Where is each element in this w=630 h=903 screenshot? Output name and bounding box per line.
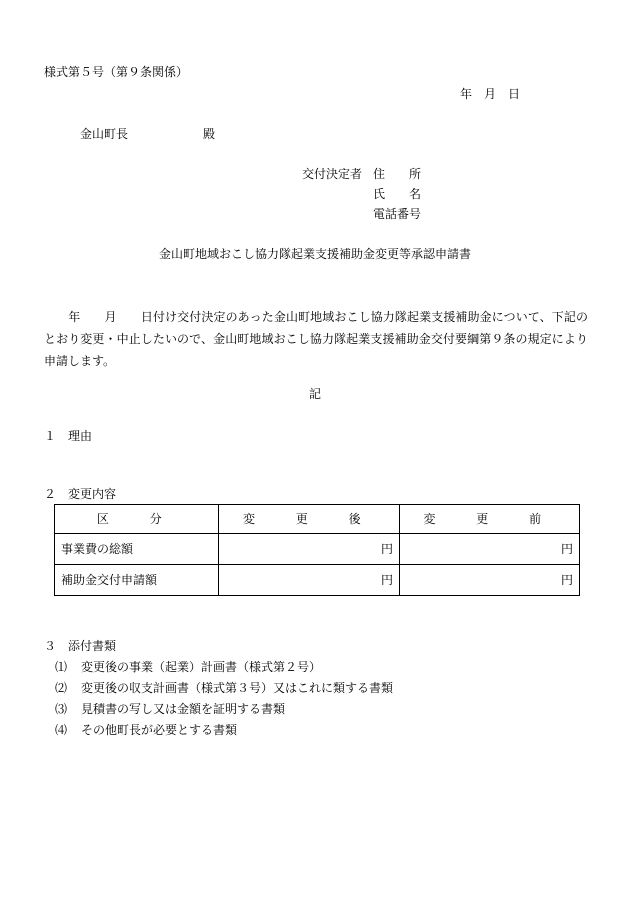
changes-table bbox=[54, 504, 580, 596]
row-before-value: 円 bbox=[400, 565, 580, 596]
header-after: 変 更 後 bbox=[219, 505, 400, 534]
phone-label: 電話番号 bbox=[373, 207, 422, 221]
item-number: ⑶ bbox=[55, 702, 68, 716]
row-before-value: 円 bbox=[400, 534, 580, 565]
name-label: 氏 名 bbox=[373, 187, 422, 201]
list-item bbox=[55, 723, 393, 744]
header-before: 変 更 前 bbox=[400, 505, 580, 534]
row-after-value: 円 bbox=[219, 565, 400, 596]
ki-heading: 記 bbox=[308, 387, 321, 401]
item-number: ⑴ bbox=[55, 660, 68, 674]
date-line: 年 月 日 bbox=[460, 87, 521, 101]
table-header-row bbox=[55, 505, 580, 534]
list-item bbox=[55, 660, 393, 681]
row-label: 事業費の総額 bbox=[55, 534, 219, 565]
list-item bbox=[55, 681, 393, 702]
item-text: 見積書の写し又は金額を証明する書類 bbox=[81, 702, 286, 716]
form-label: 様式第５号（第９条関係） bbox=[44, 65, 189, 79]
list-item bbox=[55, 702, 393, 723]
applicant-role: 交付決定者 bbox=[302, 167, 363, 181]
address-label: 住 所 bbox=[373, 167, 422, 181]
section-attachments: ３ 添付書類 bbox=[44, 639, 117, 653]
table-row bbox=[55, 565, 580, 596]
table-row bbox=[55, 534, 580, 565]
item-text: 変更後の収支計画書（様式第３号）又はこれに類する書類 bbox=[81, 681, 394, 695]
honorific: 殿 bbox=[203, 127, 216, 141]
addressee: 金山町長 bbox=[80, 127, 129, 141]
item-text: 変更後の事業（起業）計画書（様式第２号） bbox=[81, 660, 322, 674]
section-changes: ２ 変更内容 bbox=[44, 487, 117, 501]
body-paragraph: 年 月 日付け交付決定のあった金山町地域おこし協力隊起業支援補助金について、下記のとおり変更・中止したいので、金山町地域おこし協力隊起業支援補助金交付要綱第９条の規定により申請します。 bbox=[44, 310, 588, 368]
section-reason: １ 理由 bbox=[44, 429, 93, 443]
item-text: その他町長が必要とする書類 bbox=[81, 723, 238, 737]
row-after-value: 円 bbox=[219, 534, 400, 565]
header-category: 区 分 bbox=[55, 505, 219, 534]
item-number: ⑵ bbox=[55, 681, 68, 695]
page-title: 金山町地域おこし協力隊起業支援補助金変更等承認申請書 bbox=[158, 247, 471, 261]
row-label: 補助金交付申請額 bbox=[55, 565, 219, 596]
item-number: ⑷ bbox=[55, 723, 68, 737]
attachment-list bbox=[55, 660, 393, 744]
